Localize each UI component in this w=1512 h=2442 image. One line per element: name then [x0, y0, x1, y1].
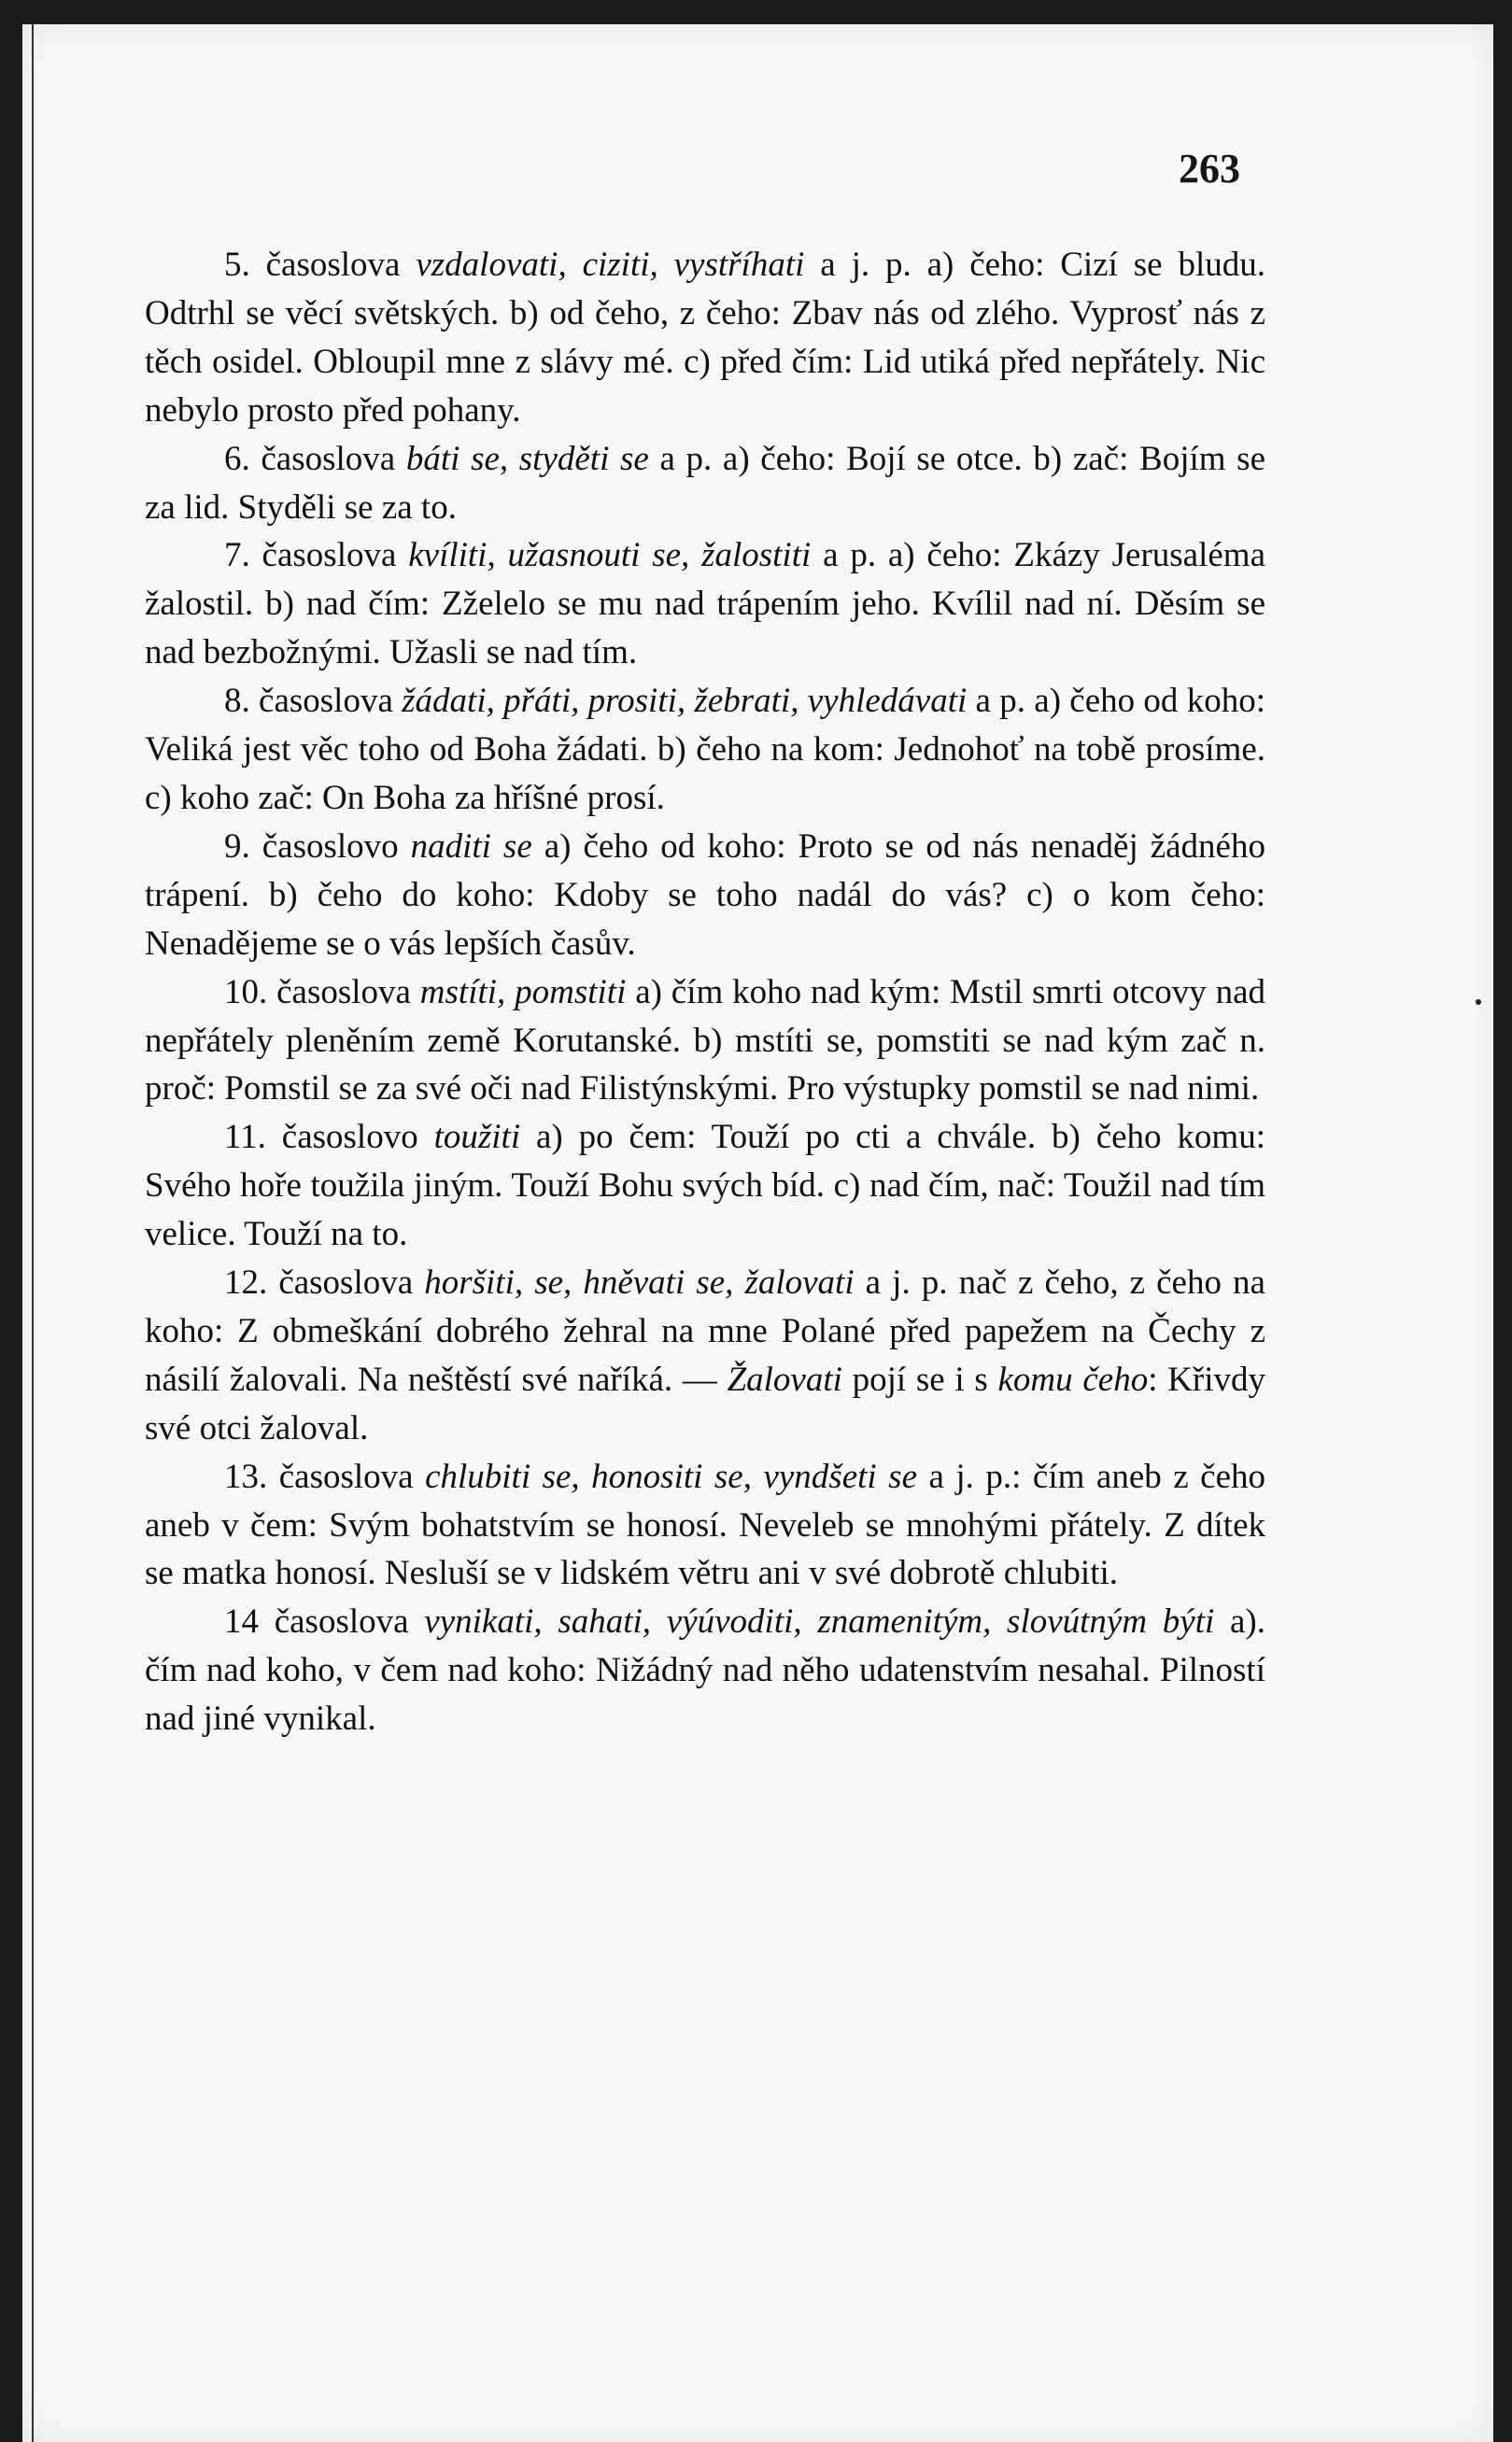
italic-term: mstíti, pomstiti — [419, 972, 627, 1011]
paragraph-number: 5. — [224, 246, 250, 284]
text-segment: časoslova — [267, 1457, 426, 1496]
paragraph-13 — [145, 1453, 1265, 1599]
paragraph-number: 10. — [224, 972, 268, 1011]
paragraph-8 — [145, 677, 1265, 823]
text-segment: a j. p. nač z čeho, z čeho na koho: Z obmeškání dobrého žehral na mne Polané před papežem na Čechy z násilí žalovali. Na neštěstí své naříká. — — [145, 1263, 1265, 1399]
page-edge-line — [32, 24, 34, 2442]
italic-term: horšiti, se, hněvati se, žalovati — [424, 1263, 855, 1303]
text-segment: a) čeho od koho: Proto se od nás nenaděj žádného trápení. b) čeho do koho: Kdoby se toho nadál do vás? c) o kom čeho: Nenadějeme se o vás lepších časův. — [145, 826, 1265, 963]
paragraph-number: 12. — [224, 1263, 268, 1303]
italic-term: kvíliti, užasnouti se, žalostiti — [408, 536, 812, 575]
paragraph-5 — [145, 241, 1265, 435]
italic-term: vynikati, sahati, výúvoditi, znamenitým, slovútným býti — [424, 1602, 1215, 1642]
text-segment: časoslovo — [249, 826, 411, 866]
body-text — [145, 241, 1265, 1743]
paragraph-number: 13. — [224, 1457, 268, 1496]
italic-term: chlubiti se, honositi se, vyndšeti se — [425, 1457, 917, 1496]
paragraph-9 — [145, 823, 1265, 968]
text-segment: a). čím nad koho, v čem nad koho: Nižádný nad něho udatenstvím nesahal. Pilností nad jiné vynikal. — [145, 1602, 1265, 1739]
paragraph-number: 6. — [224, 439, 250, 478]
text-segment: a p. a) čeho: Bojí se otce. b) zač: Bojím se za lid. Styděli se za to. — [145, 439, 1265, 527]
text-segment: časoslova — [249, 682, 403, 721]
paragraph-11 — [145, 1113, 1265, 1259]
text-segment: časoslova — [259, 1602, 425, 1642]
italic-term: naditi se — [410, 826, 532, 866]
text-segment: pojí se i s — [841, 1360, 998, 1399]
text-segment: a p. a) čeho od koho: Veliká jest věc toho od Boha žádati. b) čeho na kom: Jednohoť na tobě prosíme. c) koho zač: On Boha za hříšné prosí. — [145, 682, 1265, 817]
text-segment: časoslova — [249, 536, 409, 575]
italic-term: báti se, styděti se — [405, 439, 649, 478]
text-segment: časoslovo — [265, 1118, 434, 1157]
page-number: 263 — [1179, 146, 1240, 191]
text-segment: časoslova — [267, 1263, 425, 1303]
paragraph-number: 7. — [224, 536, 250, 575]
text-segment: a j. p.: čím aneb z čeho aneb v čem: Svým bohatstvím se honosí. Neveleb se mnohými přátely. Z dítek se matka honosí. Nesluší se v lidském větru ani v své dobrotě chlubiti. — [145, 1457, 1265, 1593]
paragraph-12 — [145, 1259, 1265, 1453]
text-segment: a p. a) čeho: Zkázy Jerusaléma žalostil. b) nad čím: Zželelo se mu nad trápením jeho. Kvílil nad ní. Děsím se nad bezbožnými. Užasli se nad tím. — [145, 536, 1265, 672]
paragraph-6 — [145, 435, 1265, 532]
text-segment: : Křivdy své otci žaloval. — [145, 1360, 1266, 1447]
text-segment: a) čím koho nad kým: Mstil smrti otcovy nad nepřátely pleněním země Korutanské. b) mstíti se, pomstiti se nad kým zač n. proč: Pomstil se za své oči nad Filistýnskými. Pro výstupky pomstil se nad nimi. — [145, 972, 1265, 1108]
paragraph-number: 11. — [224, 1118, 266, 1157]
text-segment: časoslova — [249, 246, 417, 284]
paragraph-7 — [145, 531, 1265, 677]
italic-term: Žalovati — [727, 1360, 842, 1399]
italic-term: komu čeho — [997, 1360, 1149, 1399]
text-segment: časoslova — [267, 972, 420, 1011]
paragraph-number: 9. — [224, 826, 250, 866]
paragraph-10 — [145, 968, 1265, 1114]
text-segment: a j. p. a) čeho: Cizí se bludu. Odtrhl se věcí světských. b) od čeho, z čeho: Zbav nás od zlého. Vyprosť nás z těch osidel. Obloupil mne z slávy mé. c) před čím: Lid utiká před nepřátely. Nic nebylo prosto před pohany. — [145, 246, 1265, 430]
italic-term: žádati, přáti, prositi, žebrati, vyhledávati — [402, 682, 968, 721]
paragraph-number: 8. — [224, 682, 250, 721]
text-segment: časoslova — [249, 439, 406, 478]
paragraph-14 — [145, 1598, 1265, 1743]
speck — [1476, 999, 1481, 1005]
italic-term: vzdalovati, ciziti, vystříhati — [416, 246, 805, 284]
paragraph-number: 14 — [224, 1602, 259, 1642]
text-segment: a) po čem: Touží po cti a chvále. b) čeho komu: Svého hoře toužila jiným. Touží Bohu svých bíd. c) nad čím, nač: Toužil nad tím velice. Touží na to. — [145, 1118, 1265, 1254]
italic-term: toužiti — [433, 1118, 521, 1157]
